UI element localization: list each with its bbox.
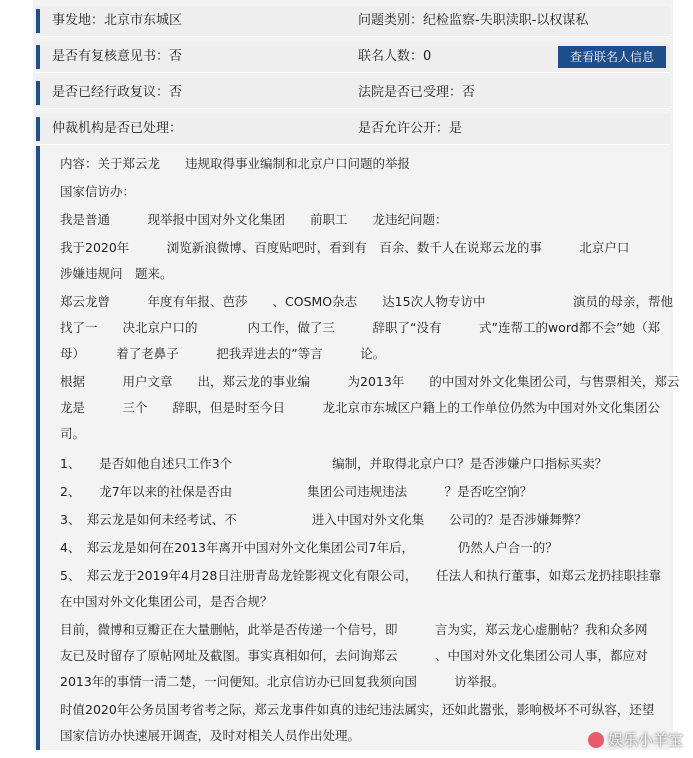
info-row-review — [36, 42, 670, 73]
view-cosigners-button[interactable]: 查看联名人信息 — [558, 46, 666, 68]
row-accent-bar — [36, 117, 40, 141]
watermark-text: 娱乐小羊宝 — [607, 731, 683, 749]
content-accent-bar — [36, 146, 40, 750]
public-field: 是否允许公开：是 — [358, 121, 463, 136]
content-line: 龙是 三个 辞职，但是时至今日 龙北京市东城区户籍上的工作单位仍然为中国对外文化集团公 — [60, 400, 661, 415]
row-accent-bar — [36, 9, 40, 33]
content-line: 2、 龙7年以来的社保是否由 集团公司违规违法 ？是否吃空饷？ — [60, 484, 533, 499]
location-field: 事发地：北京市东城区 — [52, 13, 183, 28]
complaint-content — [36, 146, 680, 750]
content-line: 母） 着了老鼻子 把我弄进去的”等言 论。 — [60, 346, 386, 361]
content-line: 涉嫌违规问 题来。 — [60, 266, 173, 281]
content-line: 司。 — [60, 426, 86, 441]
content-line: 找了一 决北京户口的 内工作，做了三 辞职了“没有 式”连帮工的word都不会”她（郑 — [60, 320, 661, 335]
info-row-location — [36, 6, 670, 37]
content-line: 友已及时留存了原帖网址及截图。事实真相如何，去问询郑云 、中国对外文化集团公司人事，都应对 — [60, 648, 648, 663]
court-accepted-field: 法院是否已受理：否 — [358, 85, 476, 100]
content-line: 目前，微博和豆瓣正在大量删帖，此举是否传递一个信号，即 言为实，郑云龙心虚删帖？我和众多网 — [60, 622, 648, 637]
arbitration-field: 仲裁机构是否已处理： — [52, 121, 183, 136]
info-row-arbitration — [36, 114, 670, 145]
content-line: 我是普通 现举报中国对外文化集团 前职工 龙违纪问题： — [60, 212, 448, 227]
category-field: 问题类别：纪检监察-失职渎职-以权谋私 — [358, 13, 589, 28]
content-line: 4、 郑云龙是如何在2013年离开中国对外文化集团公司7年后， 仍然人户合一的？ — [60, 540, 558, 555]
content-line: 根据 用户文章 出，郑云龙的事业编 为2013年 的中国对外文化集团公司，与售票相关，郑云 — [60, 374, 680, 389]
content-line: 2013年的事情一清二楚，一问便知。北京信访办已回复我须向国 访举报。 — [60, 674, 505, 689]
row-accent-bar — [36, 45, 40, 69]
content-line: 郑云龙曾 年度有年报、芭莎 、COSMO杂志 达15次人物专访中 演员的母亲，帮他 — [60, 294, 674, 309]
content-line: 3、 郑云龙是如何未经考试、不 进入中国对外文化集 公司的？是否涉嫌舞弊？ — [60, 512, 587, 527]
watermark-logo — [588, 729, 683, 750]
admin-review-field: 是否已经行政复议：否 — [52, 85, 183, 100]
content-line: 5、 郑云龙于2019年4月28日注册青岛龙铨影视文化有限公司， 任法人和执行董事，如郑云龙扔挂职挂靠 — [60, 568, 662, 583]
content-line: 内容：关于郑云龙 违规取得事业编制和北京户口问题的举报 — [60, 156, 411, 171]
review-letter-field: 是否有复核意见书：否 — [52, 49, 183, 64]
info-row-admin — [36, 78, 670, 109]
watermark-seal-icon — [588, 732, 604, 748]
content-line: 我于2020年 浏览新浪微博、百度贴吧时，看到有 百余、数千人在说郑云龙的事 北京户口 — [60, 240, 630, 255]
content-line: 国家信访办： — [60, 184, 136, 199]
content-line: 在中国对外文化集团公司，是否合规？ — [60, 594, 273, 609]
content-line: 国家信访办快速展开调查，及时对相关人员作出处理。 — [60, 728, 361, 743]
co-signers-field: 联名人数：0 — [358, 49, 432, 64]
row-accent-bar — [36, 81, 40, 105]
content-line: 1、 是否如他自述只工作3个 编制，并取得北京户口？是否涉嫌户口指标买卖？ — [60, 456, 608, 471]
content-line: 时值2020年公务员国考省考之际，郑云龙事件如真的违纪违法属实，还如此嚣张，影响极坏不可纵容，还望 — [60, 702, 655, 717]
